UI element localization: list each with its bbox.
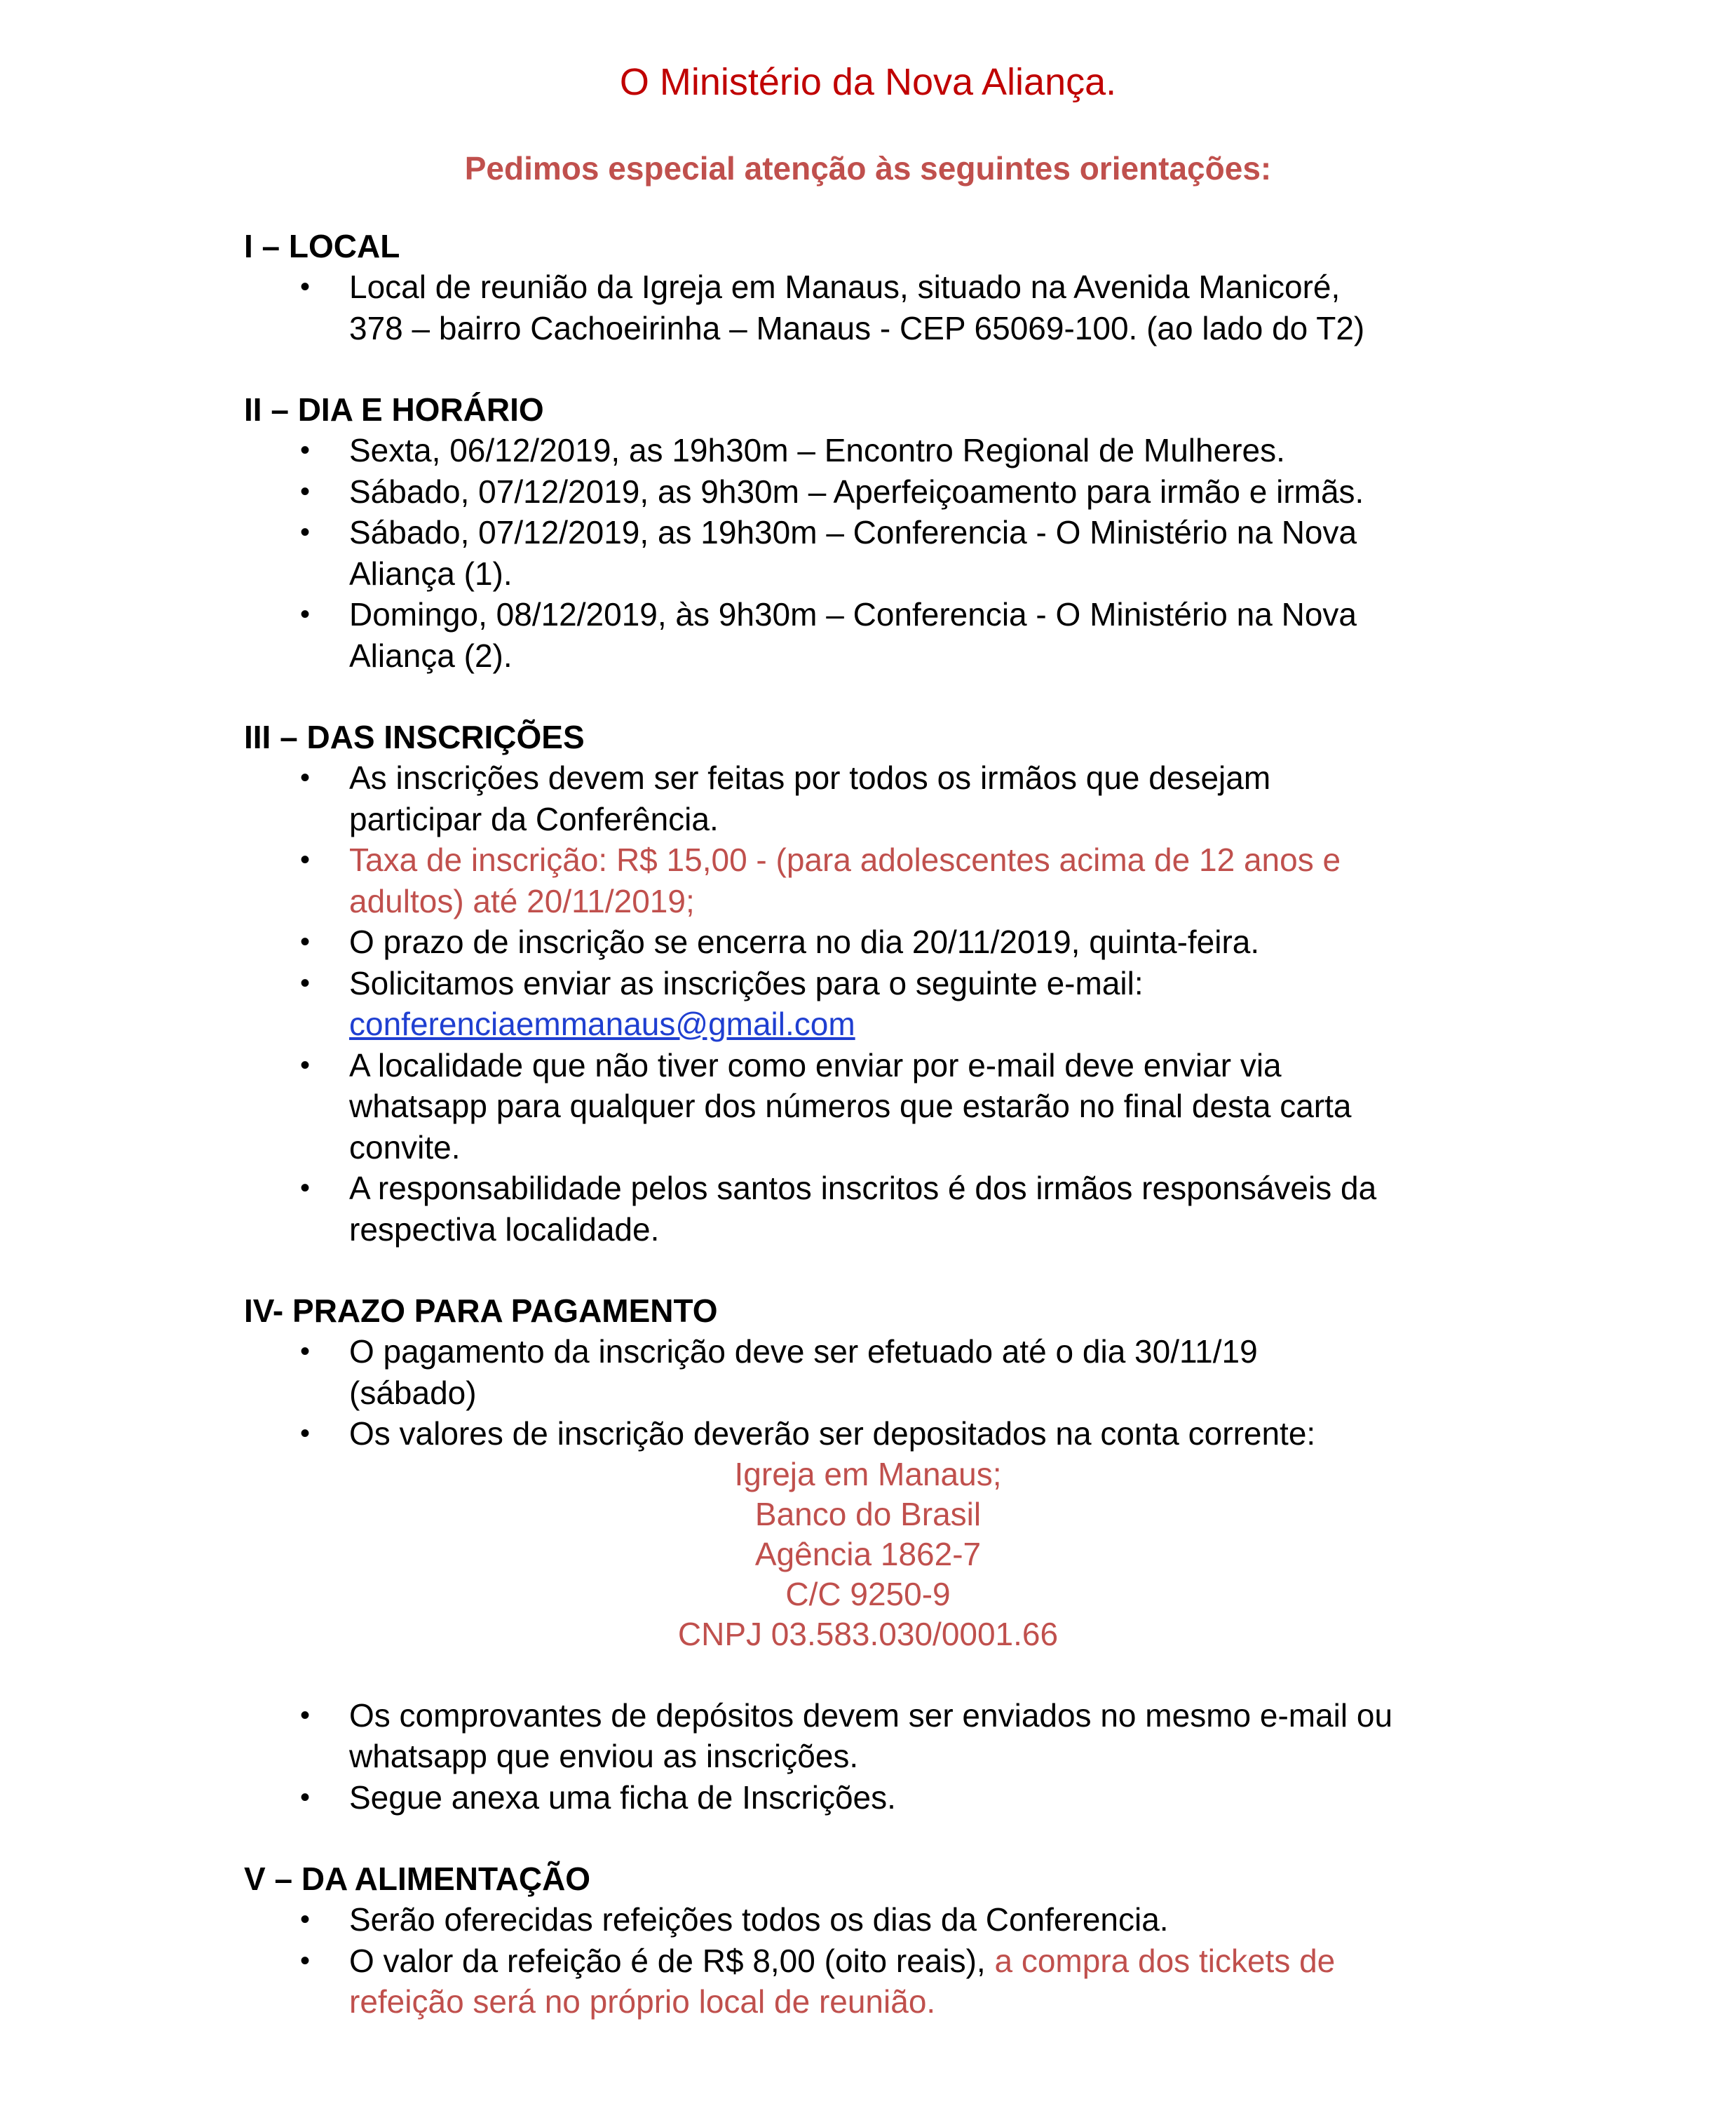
section-inscricoes <box>244 717 1534 1250</box>
list-item <box>244 757 1534 839</box>
section-pagamento <box>244 1290 1534 1818</box>
item-text-red: refeição será no próprio local de reunião. <box>349 1983 936 2020</box>
item-text-red: a compra dos tickets de <box>994 1942 1336 1979</box>
bullet-icon: • <box>300 475 311 507</box>
section-heading-local: I – LOCAL <box>244 228 400 264</box>
list-item <box>244 1695 1534 1777</box>
item-text-line: Sexta, 06/12/2019, as 19h30m – Encontro Regional de Mulheres. <box>349 432 1285 468</box>
bank-line: Igreja em Manaus; <box>734 1455 1002 1492</box>
item-text-line: 378 – bairro Cachoeirinha – Manaus - CEP 65069-100. (ao lado do T2) <box>349 309 1365 346</box>
list-item <box>244 1168 1534 1250</box>
bullet-icon: • <box>300 1781 311 1813</box>
document-subtitle: Pedimos especial atenção às seguintes orientações: <box>464 150 1272 187</box>
item-text-line: Aliança (2). <box>349 637 513 674</box>
document-title: O Ministério da Nova Aliança. <box>619 61 1117 103</box>
item-text-line: Aliança (1). <box>349 555 513 592</box>
bank-line: Agência 1862-7 <box>754 1535 982 1572</box>
list-item <box>244 1413 1534 1454</box>
bullet-icon: • <box>300 1336 311 1367</box>
bullet-icon: • <box>300 844 311 875</box>
bank-line: CNPJ 03.583.030/0001.66 <box>677 1615 1059 1652</box>
item-text-line: adultos) até 20/11/2019; <box>349 882 695 919</box>
list-item <box>244 594 1534 676</box>
bullet-icon: • <box>300 1945 311 1976</box>
bullet-icon: • <box>300 271 311 302</box>
item-text-line: (sábado) <box>349 1374 477 1411</box>
document-body <box>244 226 1534 2023</box>
bank-details <box>0 1454 1736 1654</box>
list-item <box>244 471 1534 513</box>
bullet-icon: • <box>300 599 311 630</box>
item-text-line: Domingo, 08/12/2019, às 9h30m – Conferencia - O Ministério na Nova <box>349 596 1357 633</box>
item-text-line: participar da Conferência. <box>349 800 719 837</box>
item-text-line: Serão oferecidas refeições todos os dias da Conferencia. <box>349 1901 1169 1938</box>
item-text-line: Sábado, 07/12/2019, as 9h30m – Aperfeiçoamento para irmão e irmãs. <box>349 473 1364 510</box>
local-list <box>244 266 1534 349</box>
inscricoes-list <box>244 757 1534 1250</box>
bullet-icon: • <box>300 1173 311 1203</box>
list-item-fee <box>244 839 1534 922</box>
bank-line: Banco do Brasil <box>754 1495 982 1532</box>
list-item <box>244 266 1534 349</box>
list-item <box>244 922 1534 963</box>
item-text-line: Sábado, 07/12/2019, as 19h30m – Conferencia - O Ministério na Nova <box>349 514 1357 551</box>
pagamento-list <box>244 1331 1534 1454</box>
bullet-icon: • <box>300 1418 311 1449</box>
bullet-icon: • <box>300 1904 311 1935</box>
item-text-line: O prazo de inscrição se encerra no dia 20/11/2019, quinta-feira. <box>349 924 1260 960</box>
bullet-icon: • <box>300 967 311 999</box>
section-local <box>244 226 1534 349</box>
bank-line: C/C 9250-9 <box>785 1575 951 1612</box>
item-text-line: As inscrições devem ser feitas por todos os irmãos que desejam <box>349 760 1271 796</box>
bullet-icon: • <box>300 926 311 957</box>
bullet-icon: • <box>300 1699 311 1731</box>
item-text-plain: O valor da refeição é de R$ 8,00 (oito reais), <box>349 1942 995 1979</box>
bullet-icon: • <box>300 435 311 466</box>
list-item <box>244 963 1534 1045</box>
item-text-line: Taxa de inscrição: R$ 15,00 - (para adolescentes acima de 12 anos e <box>349 842 1341 878</box>
list-item <box>244 1331 1534 1413</box>
pagamento-list-after <box>244 1695 1534 1818</box>
list-item <box>244 430 1534 471</box>
item-text-line: whatsapp que enviou as inscrições. <box>349 1738 859 1774</box>
section-heading-pagamento: IV- PRAZO PARA PAGAMENTO <box>244 1292 718 1329</box>
bullet-icon: • <box>300 1049 311 1081</box>
item-text-line: Os valores de inscrição deverão ser depositados na conta corrente: <box>349 1415 1316 1452</box>
item-text-line: A localidade que não tiver como enviar por e-mail deve enviar via <box>349 1046 1282 1083</box>
bullet-icon: • <box>300 762 311 793</box>
item-text-line: A responsabilidade pelos santos inscritos é dos irmãos responsáveis da <box>349 1170 1377 1206</box>
section-alimentacao <box>244 1858 1534 2023</box>
section-heading-alimentacao: V – DA ALIMENTAÇÃO <box>244 1861 591 1897</box>
dia-list <box>244 430 1534 676</box>
item-text-line: convite. <box>349 1128 461 1166</box>
list-item <box>244 1045 1534 1168</box>
item-text-line: O pagamento da inscrição deve ser efetuado até o dia 30/11/19 <box>349 1333 1258 1370</box>
section-heading-dia-horario: II – DIA E HORÁRIO <box>244 391 544 428</box>
item-text-line: Os comprovantes de depósitos devem ser enviados no mesmo e-mail ou <box>349 1696 1393 1734</box>
bullet-icon: • <box>300 517 311 548</box>
email-link[interactable]: conferenciaemmanaus@gmail.com <box>349 1006 855 1042</box>
list-item <box>244 1940 1534 2023</box>
item-text-line: Segue anexa uma ficha de Inscrições. <box>349 1778 896 1816</box>
list-item <box>244 1777 1534 1818</box>
list-item <box>244 1899 1534 1940</box>
item-text-line: Local de reunião da Igreja em Manaus, situado na Avenida Manicoré, <box>349 269 1341 305</box>
section-heading-inscricoes: III – DAS INSCRIÇÕES <box>244 719 585 755</box>
alimentacao-list <box>244 1899 1534 2023</box>
list-item <box>244 512 1534 594</box>
item-text-line: respectiva localidade. <box>349 1210 660 1248</box>
item-text-line: whatsapp para qualquer dos números que estarão no final desta carta <box>349 1088 1352 1124</box>
section-dia-horario <box>244 389 1534 676</box>
item-text-line: Solicitamos enviar as inscrições para o seguinte e-mail: <box>349 964 1144 1001</box>
